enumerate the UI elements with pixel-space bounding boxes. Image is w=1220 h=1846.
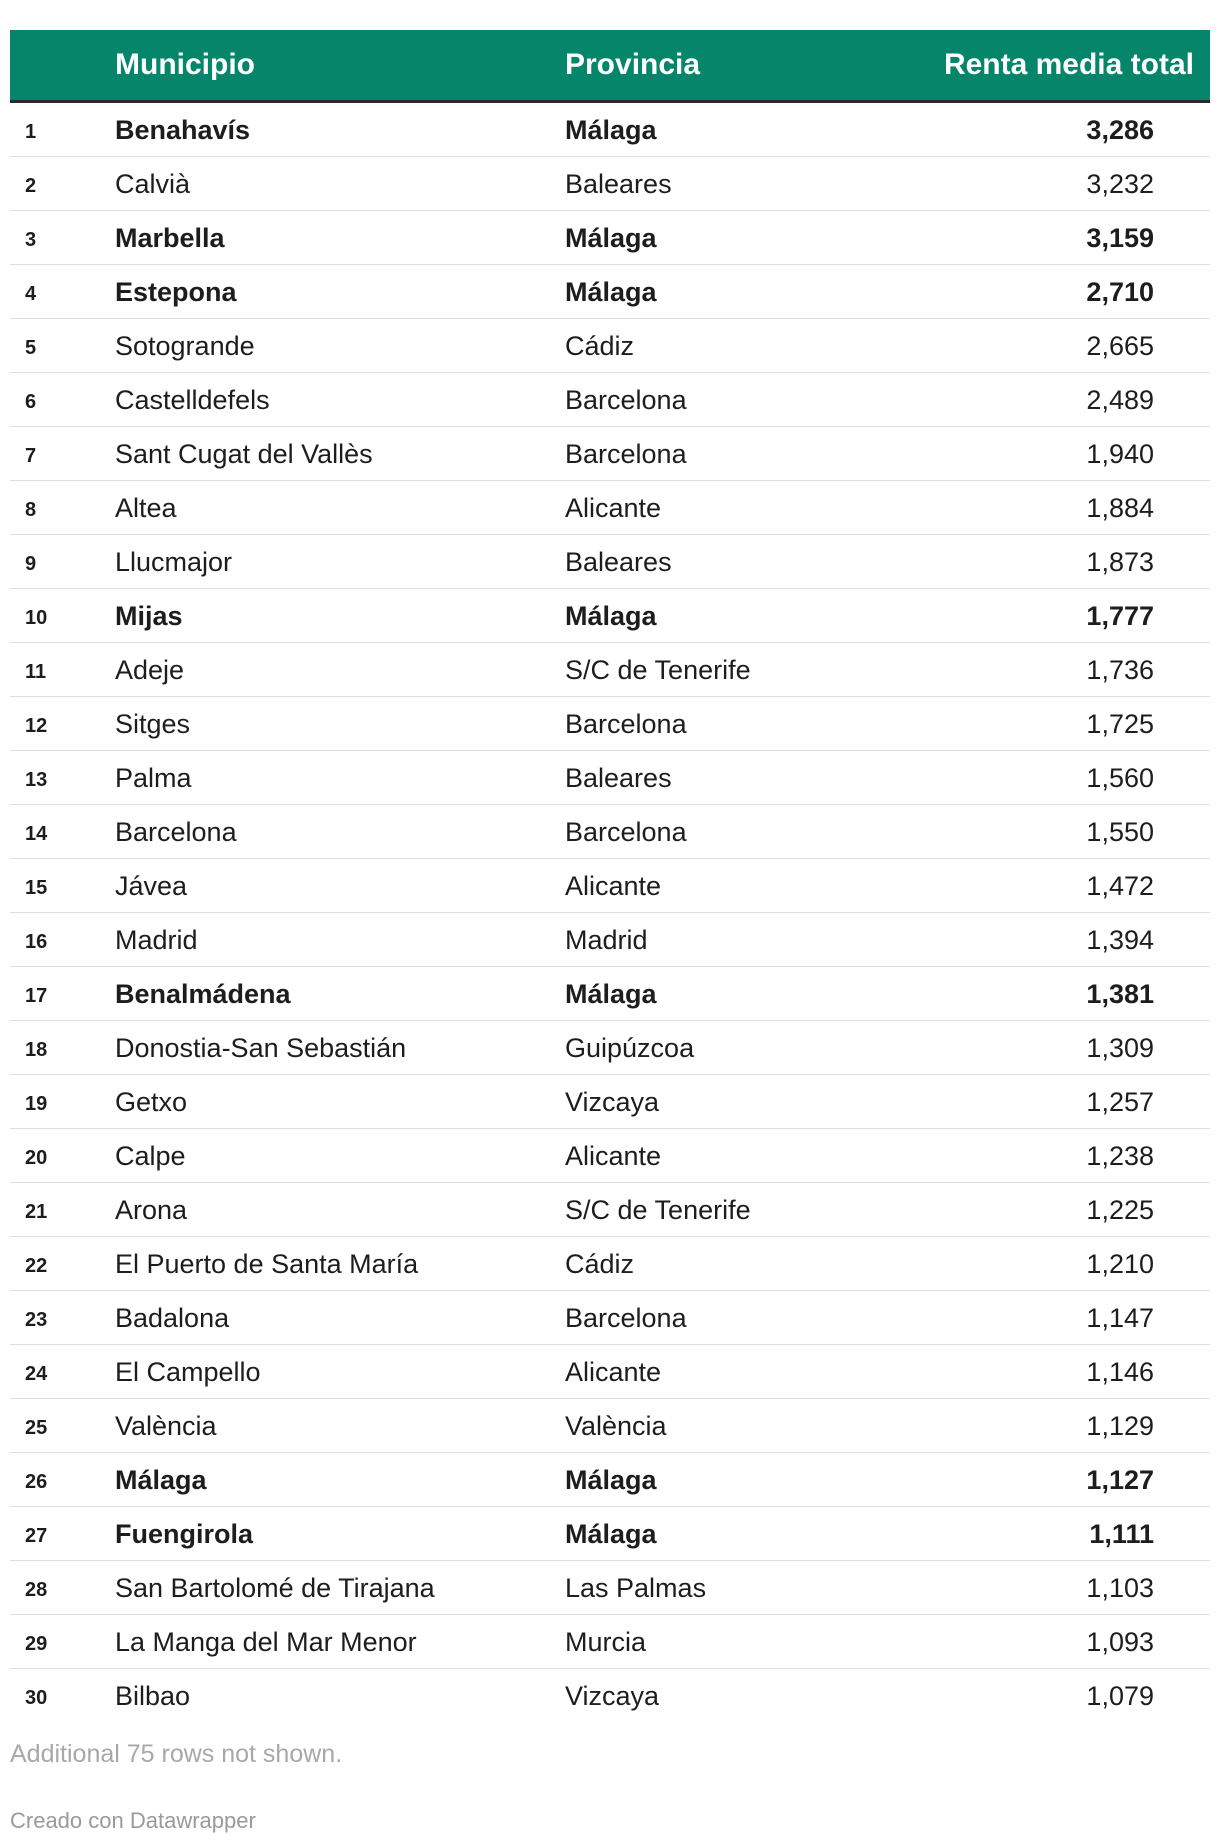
renta-cell: 1,093 (1086, 1627, 1154, 1657)
provincia-cell: Barcelona (565, 385, 687, 415)
renta-cell: 1,560 (1086, 763, 1154, 793)
municipio-cell: Adeje (115, 655, 185, 685)
provincia-cell: Málaga (565, 115, 657, 145)
rank-cell: 12 (25, 715, 48, 737)
rank-cell: 16 (25, 931, 48, 953)
renta-cell: 1,884 (1086, 493, 1154, 523)
rank-cell: 3 (25, 229, 37, 251)
renta-cell: 1,257 (1086, 1087, 1154, 1117)
rank-cell: 18 (25, 1039, 48, 1061)
municipio-cell: Madrid (115, 925, 198, 955)
table-row (10, 1669, 1210, 1722)
municipio-cell: Calpe (115, 1141, 186, 1171)
renta-cell: 1,103 (1086, 1573, 1154, 1603)
municipio-cell: Badalona (115, 1303, 230, 1333)
renta-cell: 1,777 (1086, 601, 1154, 631)
municipio-cell: Donostia-San Sebastián (115, 1033, 407, 1063)
renta-cell: 2,710 (1086, 277, 1154, 307)
rank-cell: 7 (25, 445, 37, 467)
municipio-cell: Benalmádena (115, 979, 291, 1009)
provincia-cell: Las Palmas (565, 1573, 707, 1603)
provincia-cell: Baleares (565, 763, 672, 793)
municipio-cell: Sant Cugat del Vallès (115, 439, 373, 469)
provincia-cell: Baleares (565, 547, 672, 577)
renta-cell: 1,111 (1089, 1519, 1154, 1549)
provincia-cell: Cádiz (565, 331, 635, 361)
table-row (10, 1615, 1210, 1669)
renta-cell: 3,286 (1086, 115, 1154, 145)
provincia-cell: Málaga (565, 277, 657, 307)
provincia-cell: Alicante (565, 1141, 662, 1171)
municipio-cell: Barcelona (115, 817, 237, 847)
table-row (10, 1021, 1210, 1075)
rank-cell: 20 (25, 1147, 48, 1169)
table-row (10, 157, 1210, 211)
rank-cell: 27 (25, 1525, 48, 1547)
rank-cell: 6 (25, 391, 37, 413)
renta-cell: 1,381 (1086, 979, 1154, 1009)
table-header (10, 30, 1210, 103)
municipio-cell: Marbella (115, 223, 225, 253)
provincia-cell: Murcia (565, 1627, 647, 1657)
renta-cell: 1,940 (1086, 439, 1154, 469)
renta-cell: 2,489 (1086, 385, 1154, 415)
renta-cell: 1,129 (1086, 1411, 1154, 1441)
rank-cell: 19 (25, 1093, 48, 1115)
provincia-cell: Barcelona (565, 439, 687, 469)
rank-cell: 14 (25, 823, 48, 845)
provincia-cell: Baleares (565, 169, 672, 199)
table-row (10, 589, 1210, 643)
table-row (10, 1075, 1210, 1129)
rank-cell: 10 (25, 607, 48, 629)
table-row (10, 751, 1210, 805)
rank-cell: 24 (25, 1363, 48, 1385)
table-row (10, 1561, 1210, 1615)
renta-cell: 1,225 (1086, 1195, 1154, 1225)
municipio-cell: Sitges (115, 709, 191, 739)
provincia-cell: S/C de Tenerife (565, 655, 751, 685)
municipio-cell: Getxo (115, 1087, 188, 1117)
table-row (10, 805, 1210, 859)
rows-not-shown-note: Additional 75 rows not shown. (10, 1740, 343, 1768)
municipio-cell: Mijas (115, 601, 183, 631)
provincia-cell: Madrid (565, 925, 648, 955)
renta-cell: 1,127 (1086, 1465, 1154, 1495)
rank-cell: 9 (25, 553, 37, 575)
municipio-cell: Palma (115, 763, 192, 793)
municipio-cell: Altea (115, 493, 177, 523)
municipio-cell: Sotogrande (115, 331, 255, 361)
provincia-cell: Málaga (565, 601, 657, 631)
municipio-cell: Benahavís (115, 115, 251, 145)
data-table (10, 30, 1210, 1722)
table-body (10, 103, 1210, 1722)
rank-cell: 15 (25, 877, 48, 899)
renta-cell: 1,736 (1086, 655, 1154, 685)
table-row (10, 697, 1210, 751)
provincia-cell: Cádiz (565, 1249, 635, 1279)
rank-cell: 21 (25, 1201, 48, 1223)
provincia-cell: Barcelona (565, 709, 687, 739)
rank-cell: 28 (25, 1579, 48, 1601)
provincia-cell: Málaga (565, 1465, 657, 1495)
rank-cell: 17 (25, 985, 48, 1007)
provincia-cell: Málaga (565, 223, 657, 253)
municipio-cell: Fuengirola (115, 1519, 254, 1549)
rank-cell: 4 (25, 283, 37, 305)
municipio-cell: Llucmajor (115, 547, 233, 577)
provincia-cell: Málaga (565, 979, 657, 1009)
table-row (10, 643, 1210, 697)
column-header-renta[interactable]: Renta media total (943, 48, 1194, 81)
rank-cell: 30 (25, 1687, 48, 1709)
municipio-cell: València (115, 1411, 217, 1441)
rank-cell: 22 (25, 1255, 48, 1277)
municipio-cell: San Bartolomé de Tirajana (115, 1573, 435, 1603)
renta-cell: 1,309 (1086, 1033, 1154, 1063)
rank-cell: 5 (25, 337, 37, 359)
column-header-municipio[interactable]: Municipio (115, 48, 255, 81)
table-row (10, 1453, 1210, 1507)
table-row (10, 373, 1210, 427)
municipio-cell: Castelldefels (115, 385, 270, 415)
provincia-cell: Alicante (565, 1357, 662, 1387)
provincia-cell: Barcelona (565, 817, 687, 847)
renta-cell: 1,147 (1086, 1303, 1154, 1333)
table-row (10, 859, 1210, 913)
table-row (10, 1237, 1210, 1291)
table-row (10, 1345, 1210, 1399)
provincia-cell: Alicante (565, 493, 662, 523)
table-row (10, 265, 1210, 319)
rank-cell: 13 (25, 769, 48, 791)
provincia-cell: València (565, 1411, 667, 1441)
renta-cell: 1,146 (1086, 1357, 1154, 1387)
municipio-cell: Estepona (115, 277, 237, 307)
table-row (10, 913, 1210, 967)
provincia-cell: S/C de Tenerife (565, 1195, 751, 1225)
rank-cell: 11 (25, 661, 47, 683)
provincia-cell: Guipúzcoa (565, 1033, 695, 1063)
municipio-cell: Calvià (115, 169, 191, 199)
datawrapper-credit[interactable]: Creado con Datawrapper (10, 1808, 256, 1833)
table-row (10, 1399, 1210, 1453)
table-row (10, 967, 1210, 1021)
table-row (10, 1507, 1210, 1561)
table-row (10, 481, 1210, 535)
renta-cell: 1,550 (1086, 817, 1154, 847)
table-row (10, 427, 1210, 481)
renta-cell: 1,238 (1086, 1141, 1154, 1171)
rank-cell: 2 (25, 175, 37, 197)
table-row (10, 319, 1210, 373)
column-header-provincia[interactable]: Provincia (565, 48, 701, 81)
provincia-cell: Alicante (565, 871, 662, 901)
rank-cell: 29 (25, 1633, 48, 1655)
rank-cell: 26 (25, 1471, 48, 1493)
rank-cell: 23 (25, 1309, 48, 1331)
renta-cell: 1,472 (1086, 871, 1154, 901)
renta-cell: 1,394 (1086, 925, 1154, 955)
municipio-cell: Málaga (115, 1465, 207, 1495)
renta-cell: 3,232 (1086, 169, 1154, 199)
renta-cell: 1,873 (1086, 547, 1154, 577)
provincia-cell: Barcelona (565, 1303, 687, 1333)
table-row (10, 211, 1210, 265)
provincia-cell: Málaga (565, 1519, 657, 1549)
rank-cell: 25 (25, 1417, 48, 1439)
municipio-cell: El Puerto de Santa María (115, 1249, 419, 1279)
table-row (10, 1183, 1210, 1237)
rank-cell: 1 (25, 121, 37, 143)
provincia-cell: Vizcaya (565, 1087, 660, 1117)
provincia-cell: Vizcaya (565, 1681, 660, 1711)
table-row (10, 535, 1210, 589)
renta-cell: 1,725 (1086, 709, 1154, 739)
renta-cell: 1,079 (1086, 1681, 1154, 1711)
renta-cell: 1,210 (1086, 1249, 1154, 1279)
municipio-cell: El Campello (115, 1357, 261, 1387)
renta-cell: 3,159 (1086, 223, 1154, 253)
municipio-cell: Jávea (115, 871, 188, 901)
table-row (10, 1129, 1210, 1183)
municipio-cell: Arona (115, 1195, 188, 1225)
renta-cell: 2,665 (1086, 331, 1154, 361)
table-row (10, 1291, 1210, 1345)
rank-cell: 8 (25, 499, 37, 521)
municipio-cell: Bilbao (115, 1681, 191, 1711)
municipio-cell: La Manga del Mar Menor (115, 1627, 417, 1657)
table-row (10, 103, 1210, 157)
